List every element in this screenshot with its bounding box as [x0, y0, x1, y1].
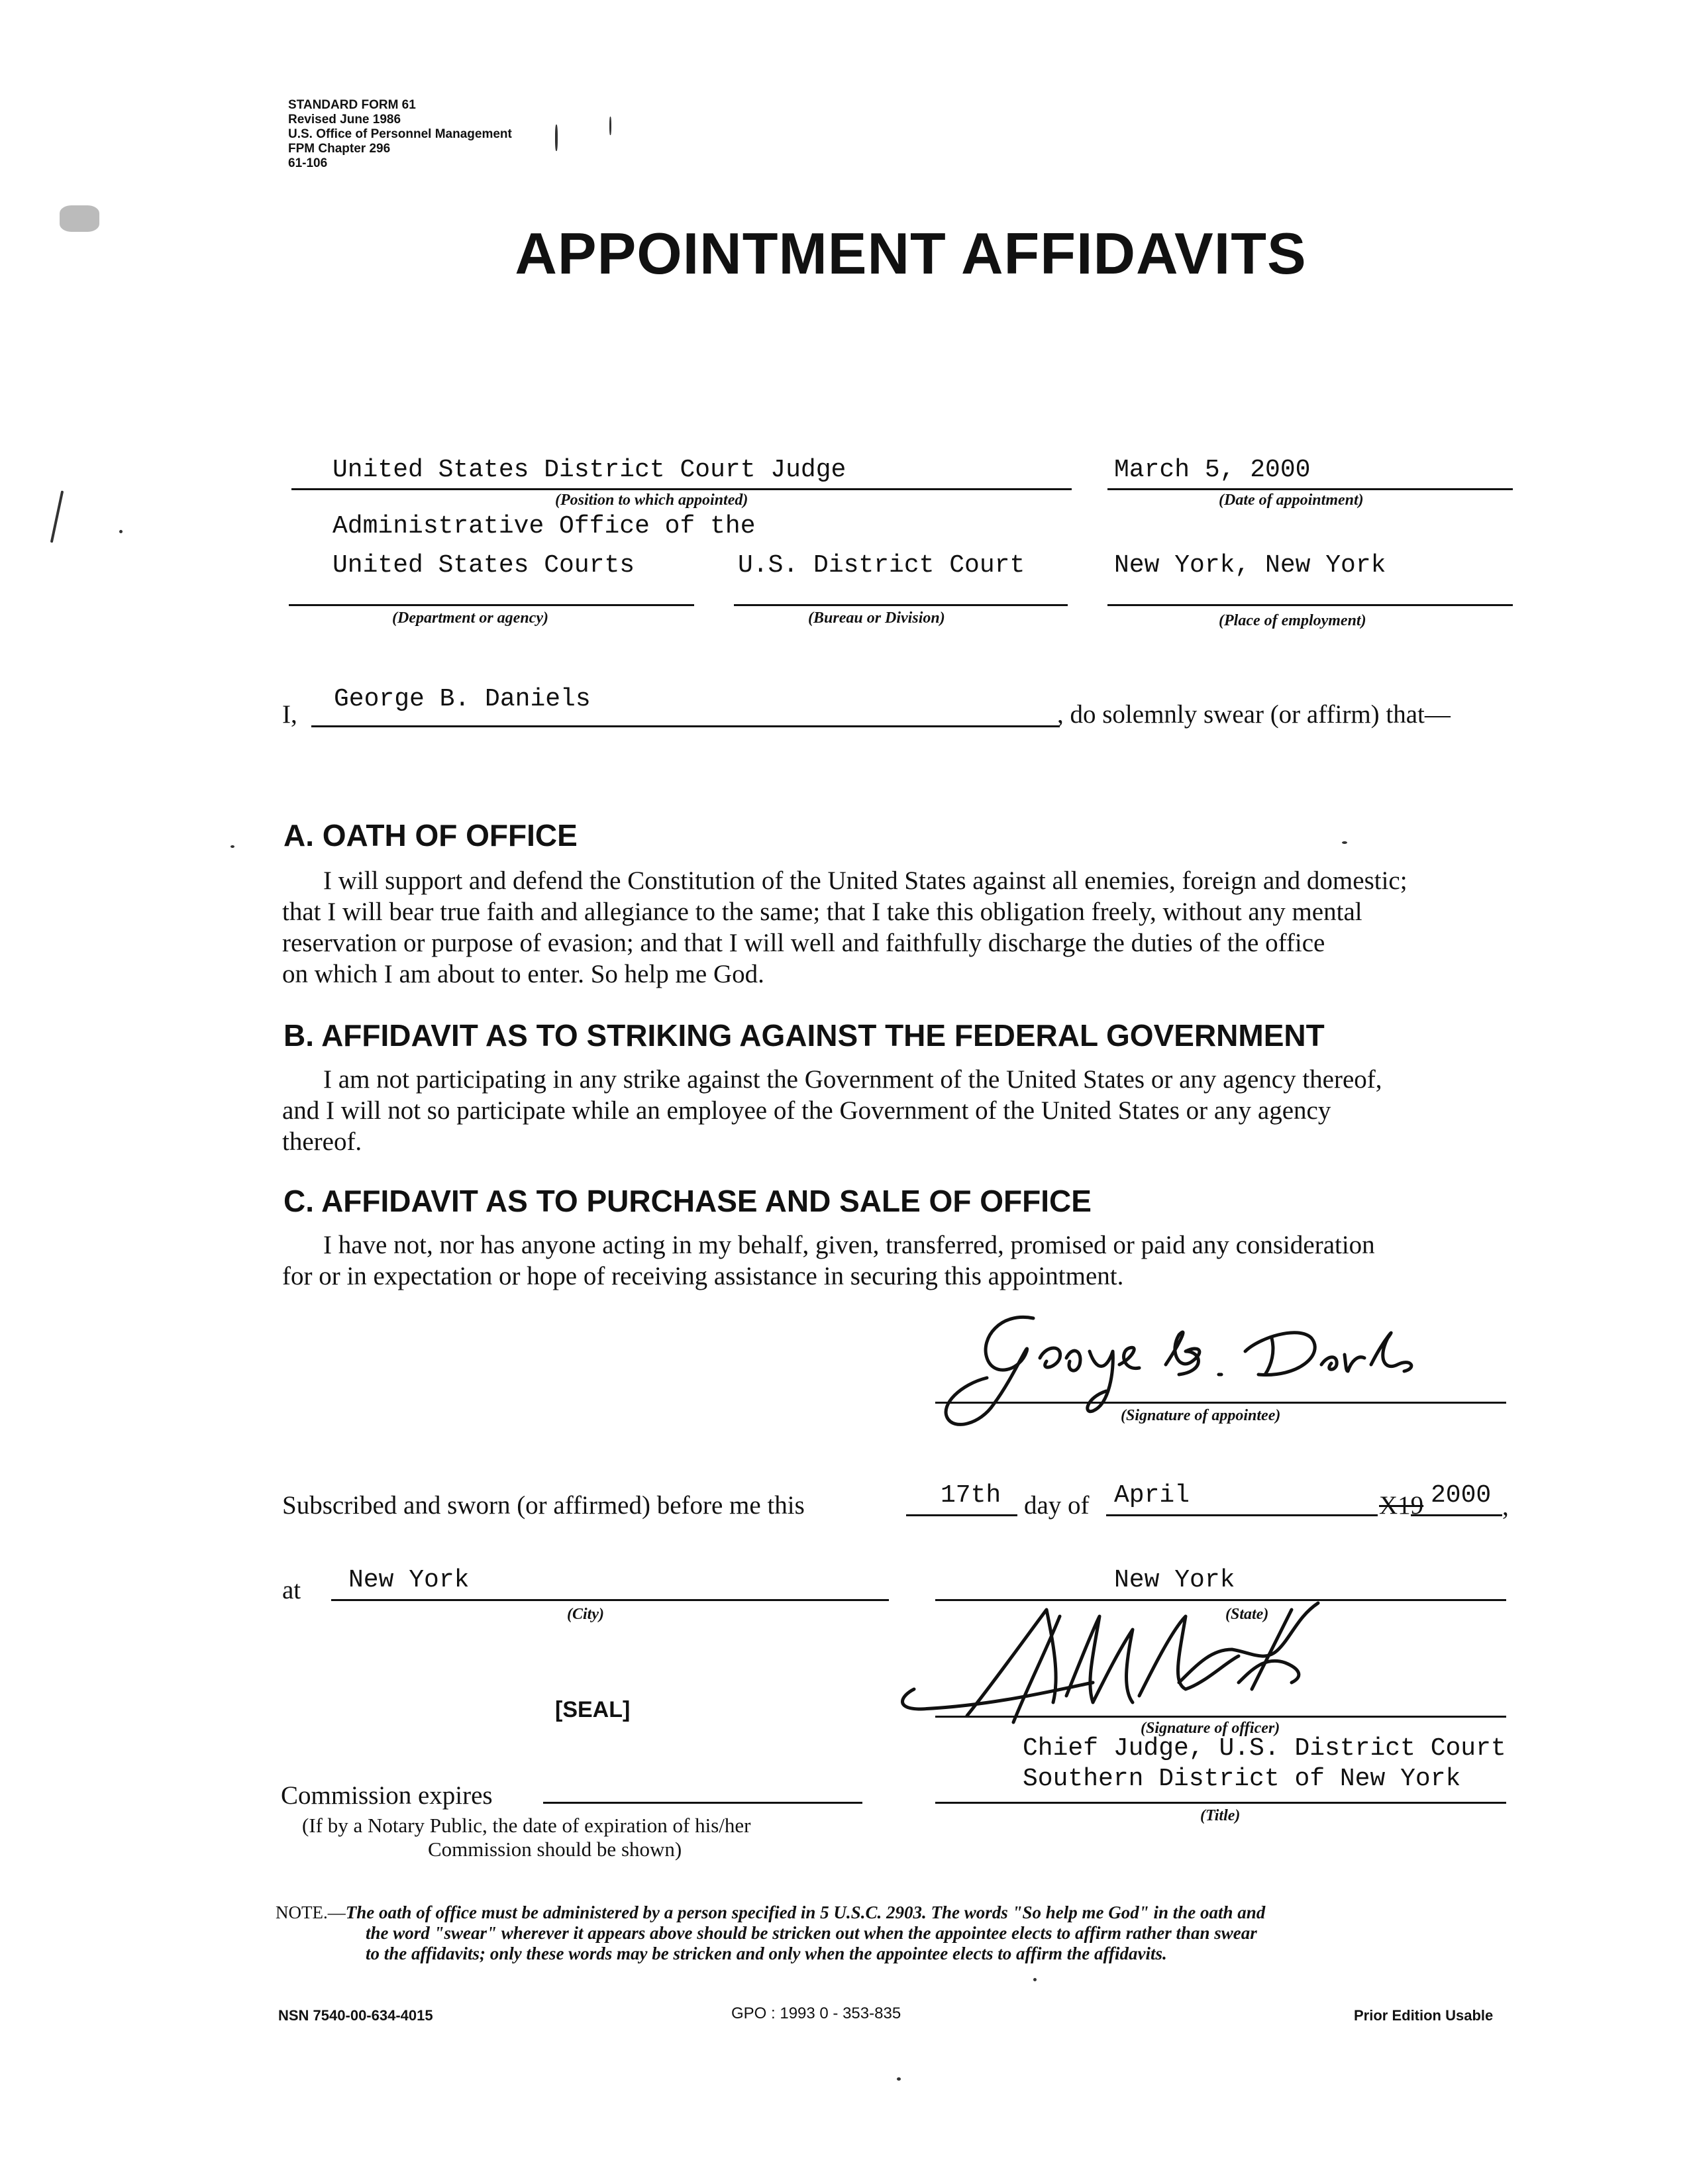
commission-note-line1: (If by a Notary Public, the date of expiration of his/her — [302, 1814, 751, 1837]
strike-line-2: and I will not so participate while an employee of the Government of the United States or any agency — [282, 1096, 1331, 1125]
place-field: New York, New York — [1114, 551, 1386, 580]
purchase-line-1: I have not, nor has anyone acting in my behalf, given, transferred, promised or paid any consideration — [323, 1231, 1375, 1259]
department-caption: (Department or agency) — [392, 609, 548, 627]
year-comma: , — [1502, 1492, 1509, 1521]
officer-signature-line — [935, 1716, 1506, 1718]
strike-line-1: I am not participating in any strike against the Government of the United States or any agency thereof, — [323, 1065, 1382, 1094]
scan-artifact — [609, 117, 611, 135]
date-of-appointment-field: March 5, 2000 — [1114, 456, 1311, 484]
purchase-sale-text — [282, 1229, 1513, 1292]
oath-of-office-heading: A. OATH OF OFFICE — [283, 818, 578, 853]
note-line-3: to the affidavits; only these words may be stricken and only when the appointee elects to affirm the affidavits. — [366, 1944, 1167, 1963]
sworn-year-field: 2000 — [1431, 1481, 1492, 1510]
form-number: STANDARD FORM 61 — [288, 98, 416, 112]
bureau-line — [734, 604, 1068, 606]
form-code: 61-106 — [288, 156, 328, 170]
scan-artifact — [230, 845, 234, 848]
seal-label: [SEAL] — [555, 1697, 631, 1722]
city-field: New York — [348, 1566, 470, 1594]
scan-artifact — [1033, 1978, 1037, 1981]
city-caption: (City) — [567, 1606, 604, 1623]
note-label: NOTE.— — [276, 1902, 346, 1922]
commission-label: Commission expires — [281, 1781, 493, 1810]
scan-artifact — [555, 125, 558, 151]
form-chapter: FPM Chapter 296 — [288, 142, 391, 156]
struck-year-prefix: X19 — [1379, 1491, 1424, 1520]
bureau-field: U.S. District Court — [738, 551, 1025, 580]
appointee-signature-caption: (Signature of appointee) — [1121, 1407, 1281, 1424]
oath-of-office-text — [282, 865, 1513, 990]
scan-artifact — [897, 2077, 901, 2081]
day-of-label: day of — [1024, 1491, 1090, 1520]
nsn-number: NSN 7540-00-634-4015 — [278, 2007, 433, 2024]
state-caption: (State) — [1225, 1606, 1269, 1623]
subscribed-prefix: Subscribed and sworn (or affirmed) before me this — [282, 1491, 805, 1520]
strike-affidavit-heading: B. AFFIDAVIT AS TO STRIKING AGAINST THE FEDERAL GOVERNMENT — [283, 1018, 1325, 1053]
sworn-month-field: April — [1114, 1481, 1190, 1510]
purchase-line-2: for or in expectation or hope of receiving assistance in securing this appointment. — [282, 1262, 1124, 1290]
sworn-year-line — [1411, 1514, 1502, 1516]
strike-affidavit-text — [282, 1064, 1513, 1157]
sworn-month-line — [1106, 1514, 1378, 1516]
scan-artifact — [119, 530, 123, 533]
position-line — [291, 488, 1072, 490]
scan-artifact — [50, 490, 64, 543]
strike-line-3: thereof. — [282, 1127, 362, 1156]
oath-line-2: that I will bear true faith and allegiance to the same; that I take this obligation freely, without any mental — [282, 898, 1362, 926]
appointee-name-line — [311, 725, 1060, 727]
officer-title-line — [935, 1802, 1506, 1804]
note-line-1: The oath of office must be administered by a person specified in 5 U.S.C. 2903. The words "So help me God" in the oath and — [345, 1902, 1266, 1922]
swear-prefix: I, — [282, 700, 297, 729]
position-caption: (Position to which appointed) — [555, 492, 748, 509]
date-caption: (Date of appointment) — [1219, 492, 1364, 509]
bureau-caption: (Bureau or Division) — [808, 609, 945, 627]
scan-artifact — [60, 205, 99, 232]
oath-line-3: reservation or purpose of evasion; and that I will well and faithfully discharge the duties of the office — [282, 929, 1325, 957]
appointee-name-field: George B. Daniels — [334, 685, 591, 713]
form-agency: U.S. Office of Personnel Management — [288, 127, 512, 141]
appointee-signature-line — [935, 1402, 1506, 1404]
date-line — [1107, 488, 1513, 490]
state-field: New York — [1114, 1566, 1235, 1594]
place-line — [1107, 604, 1513, 606]
at-label: at — [282, 1576, 301, 1604]
page-title: APPOINTMENT AFFIDAVITS — [515, 221, 1307, 286]
department-line — [289, 604, 694, 606]
prior-edition-note: Prior Edition Usable — [1354, 2007, 1494, 2024]
oath-line-1: I will support and defend the Constitution of the United States against all enemies, foreign and domestic; — [323, 866, 1408, 895]
position-field: United States District Court Judge — [333, 456, 846, 484]
sworn-day-line — [906, 1514, 1017, 1516]
form-identification — [288, 98, 512, 171]
department-field-line1: Administrative Office of the — [333, 512, 756, 541]
commission-line — [543, 1802, 862, 1804]
commission-note-line2: Commission should be shown) — [428, 1838, 682, 1861]
officer-title-line2: Southern District of New York — [1023, 1765, 1461, 1793]
city-line — [331, 1599, 889, 1601]
place-caption: (Place of employment) — [1219, 612, 1366, 629]
note-line-2: the word "swear" wherever it appears above should be stricken out when the appointee elects to affirm rather than swear — [366, 1923, 1257, 1943]
officer-title-caption: (Title) — [1200, 1807, 1241, 1824]
swear-suffix: , do solemnly swear (or affirm) that— — [1057, 700, 1451, 729]
gpo-number: GPO : 1993 0 - 353-835 — [731, 2004, 901, 2022]
department-field-line2: United States Courts — [333, 551, 635, 580]
oath-line-4: on which I am about to enter. So help me God. — [282, 960, 764, 988]
form-revision: Revised June 1986 — [288, 113, 401, 127]
note-block — [276, 1902, 1265, 1964]
sworn-day-field: 17th — [941, 1481, 1001, 1510]
purchase-sale-heading: C. AFFIDAVIT AS TO PURCHASE AND SALE OF OFFICE — [283, 1184, 1092, 1218]
officer-signature — [894, 1590, 1371, 1736]
scan-artifact — [1342, 841, 1347, 844]
officer-title-line1: Chief Judge, U.S. District Court — [1023, 1734, 1506, 1763]
officer-signature-caption: (Signature of officer) — [1141, 1720, 1280, 1737]
